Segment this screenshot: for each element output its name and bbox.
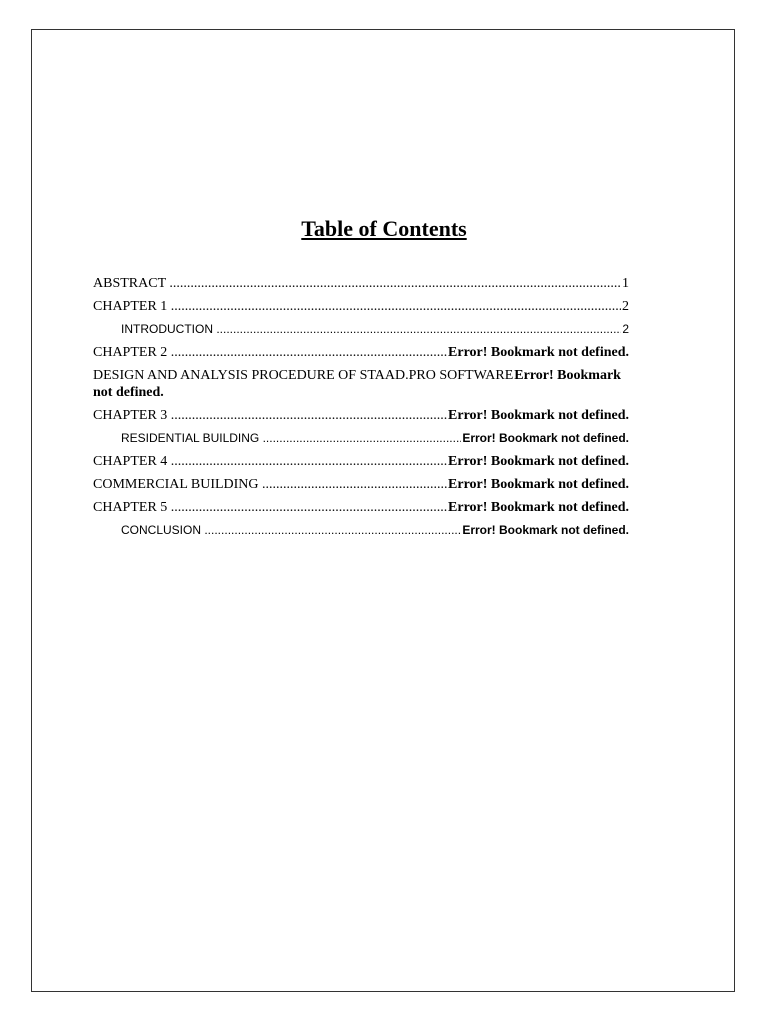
toc-title: Table of Contents <box>301 216 467 241</box>
toc-entry-chapter-3[interactable] <box>93 407 629 424</box>
toc-entry-page-error: Error! Bookmark not defined. <box>448 408 629 423</box>
toc-entry-chapter-1[interactable] <box>93 298 629 315</box>
toc-entry-page-error: Error! Bookmark not defined. <box>448 345 629 360</box>
toc-entry-label: CHAPTER 2 ..... <box>93 345 629 360</box>
toc-entry-label: INTRODUCTION ..... <box>121 322 629 336</box>
toc-entry-abstract[interactable] <box>93 275 629 292</box>
toc-entry-page-error: Error! Bookmark not defined. <box>93 368 621 400</box>
toc-entry-conclusion[interactable] <box>93 522 629 539</box>
toc-entry-design-analysis[interactable] <box>93 367 629 401</box>
toc-entry-page: 1 <box>622 276 629 291</box>
toc-entry-page-error: Error! Bookmark not defined. <box>448 477 629 492</box>
toc-entry-label: CHAPTER 3 ..... <box>93 408 629 423</box>
document-page <box>31 29 735 992</box>
toc-entry-page-error: Error! Bookmark not defined. <box>462 431 629 445</box>
toc-entry-page: 2 <box>622 299 629 314</box>
toc-entry-label: CONCLUSION ..... <box>121 523 629 537</box>
toc-entry-page-error: Error! Bookmark not defined. <box>448 500 629 515</box>
toc-entry-chapter-5[interactable] <box>93 499 629 516</box>
toc-entry-chapter-2[interactable] <box>93 344 629 361</box>
toc-entry-label: CHAPTER 4 ..... <box>93 454 629 469</box>
toc-entry-residential-building[interactable] <box>93 430 629 447</box>
toc-entry-label: CHAPTER 5 ..... <box>93 500 629 515</box>
toc-entry-introduction[interactable] <box>93 321 629 338</box>
table-of-contents <box>93 275 629 545</box>
toc-entry-page-error: Error! Bookmark not defined. <box>462 523 629 537</box>
toc-entry-label: DESIGN AND ANALYSIS PROCEDURE OF STAAD.PRO SOFTWARE <box>93 368 514 383</box>
toc-entry-chapter-4[interactable] <box>93 453 629 470</box>
toc-entry-label: RESIDENTIAL BUILDING ..... <box>121 431 629 445</box>
toc-entry-label: COMMERCIAL BUILDING ..... <box>93 477 629 492</box>
toc-entry-page: 2 <box>622 322 629 336</box>
toc-entry-commercial-building[interactable] <box>93 476 629 493</box>
toc-entry-label: CHAPTER 1 ..... <box>93 299 629 314</box>
toc-entry-page-error: Error! Bookmark not defined. <box>448 454 629 469</box>
toc-entry-label: ABSTRACT ..... <box>93 276 629 291</box>
